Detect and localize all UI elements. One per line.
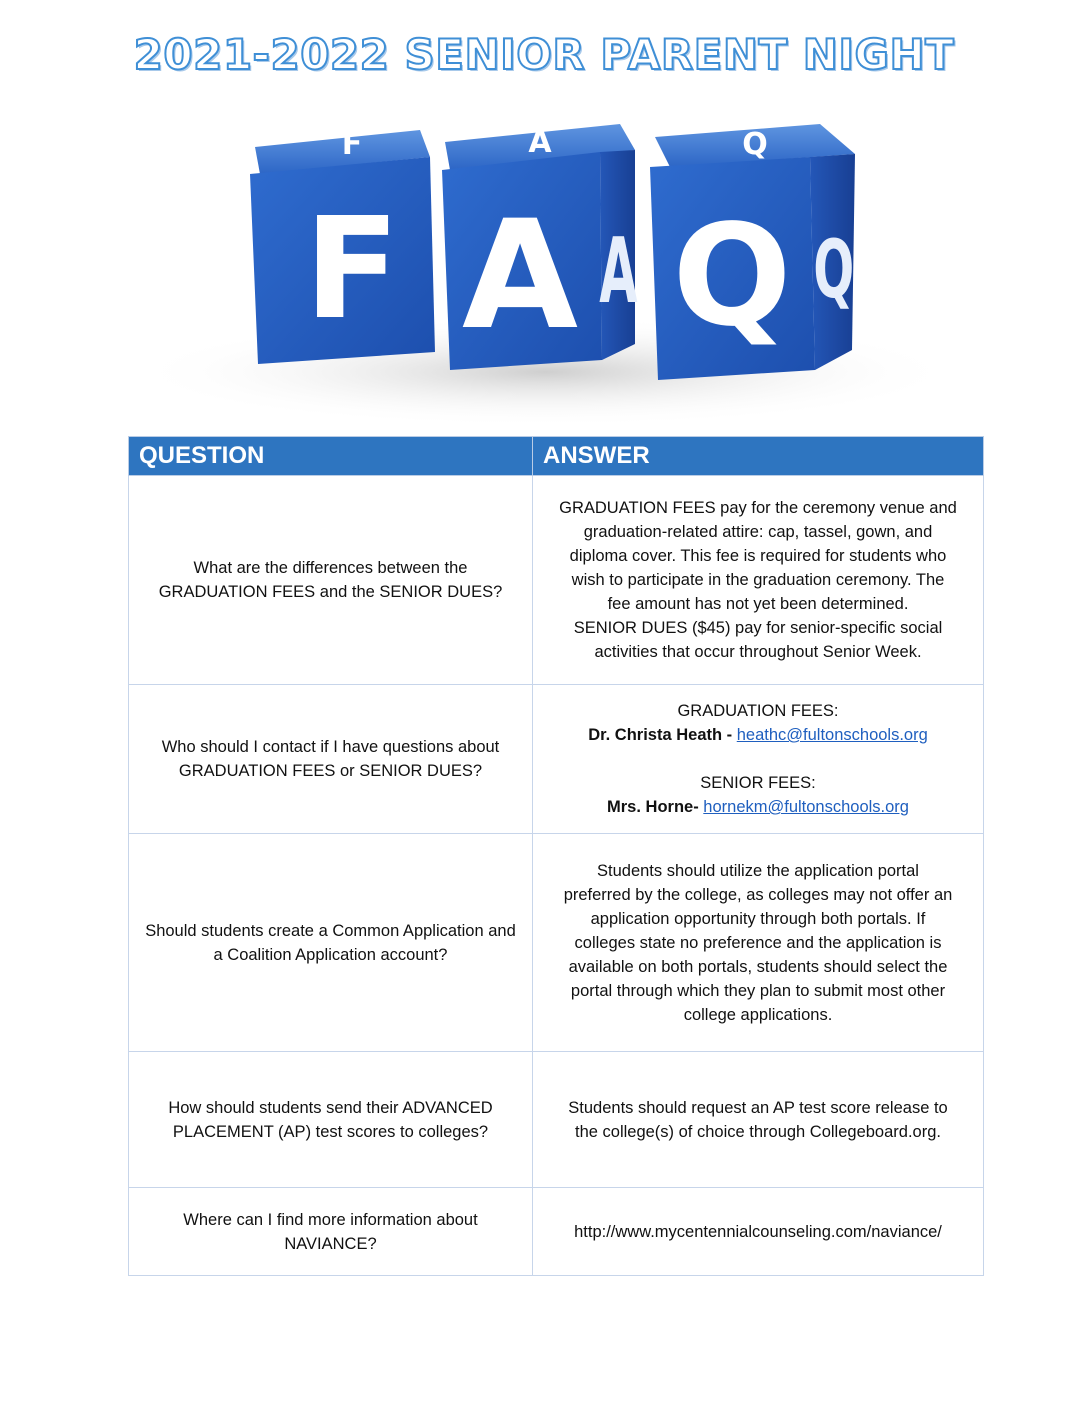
table-row <box>129 1052 984 1188</box>
question-cell: Who should I contact if I have questions about GRADUATION FEES or SENIOR DUES? <box>129 685 533 834</box>
answer-cell <box>533 476 984 685</box>
answer-cell <box>533 685 984 834</box>
answer-line: portal through which they plan to submit most other <box>570 981 946 1000</box>
answer-line: the college(s) of choice through Collegeboard.org. <box>575 1122 941 1141</box>
graduation-contact-name: Dr. Christa Heath - <box>588 726 733 744</box>
answer-line: graduation-related attire: cap, tassel, gown, and <box>583 523 933 541</box>
answer-line: available on both portals, students should select the <box>568 957 948 976</box>
answer-line: application opportunity through both portals. If <box>590 909 926 928</box>
answer-cell <box>533 1052 984 1188</box>
cube-a <box>442 124 638 370</box>
senior-contact-email-link[interactable]: hornekm@fultonschools.org <box>703 798 909 816</box>
answer-line: SENIOR DUES ($45) pay for senior-specific social <box>573 619 943 637</box>
answer-line: Students should request an AP test score release to <box>568 1098 948 1117</box>
cube-f <box>250 127 435 364</box>
cube-a-top-letter: A <box>528 125 552 160</box>
answer-line: activities that occur throughout Senior Week. <box>594 643 922 661</box>
graduation-contact-email-link[interactable]: heathc@fultonschools.org <box>736 726 928 744</box>
answer-line: wish to participate in the graduation ceremony. The <box>571 571 945 589</box>
table-header-row <box>129 437 984 476</box>
answer-line: fee amount has not yet been determined. <box>607 595 909 613</box>
header-answer: ANSWER <box>533 437 984 476</box>
answer-line: college applications. <box>683 1005 833 1024</box>
table-row <box>129 476 984 685</box>
table-row <box>129 1188 984 1276</box>
page-title: 2021-2022 SENIOR PARENT NIGHT <box>133 30 955 79</box>
cube-a-side-letter: A <box>599 220 638 325</box>
question-cell: Where can I find more information about NAVIANCE? <box>129 1188 533 1276</box>
cube-q <box>650 124 855 380</box>
answer-line: colleges state no preference and the application is <box>574 933 942 952</box>
answer-line: GRADUATION FEES pay for the ceremony venue and <box>559 499 957 517</box>
question-cell: What are the differences between the GRADUATION FEES and the SENIOR DUES? <box>129 476 533 685</box>
cube-q-top-letter: Q <box>742 127 768 162</box>
answer-line: Students should utilize the application portal <box>597 861 919 880</box>
header-question: QUESTION <box>129 437 533 476</box>
question-cell: How should students send their ADVANCED PLACEMENT (AP) test scores to colleges? <box>129 1052 533 1188</box>
answer-line: diploma cover. This fee is required for students who <box>569 547 947 565</box>
answer-cell <box>533 834 984 1052</box>
cube-f-top-letter: F <box>341 127 363 162</box>
table-row <box>129 685 984 834</box>
senior-contact-name: Mrs. Horne- <box>607 798 699 816</box>
question-cell: Should students create a Common Application and a Coalition Application account? <box>129 834 533 1052</box>
table-row <box>129 834 984 1052</box>
answer-line: preferred by the college, as colleges may not offer an <box>563 885 953 904</box>
faq-table <box>128 436 984 1276</box>
cube-f-letter: F <box>304 188 400 351</box>
graduation-fees-label: GRADUATION FEES: <box>677 702 839 720</box>
senior-fees-label: SENIOR FEES: <box>700 774 816 792</box>
naviance-url: http://www.mycentennialcounseling.com/naviance/ <box>574 1222 942 1241</box>
cube-q-side-letter: Q <box>813 223 855 317</box>
answer-cell <box>533 1188 984 1276</box>
cube-q-letter: Q <box>672 195 792 358</box>
faq-cubes-image <box>130 112 960 422</box>
cube-a-letter: A <box>461 189 579 363</box>
